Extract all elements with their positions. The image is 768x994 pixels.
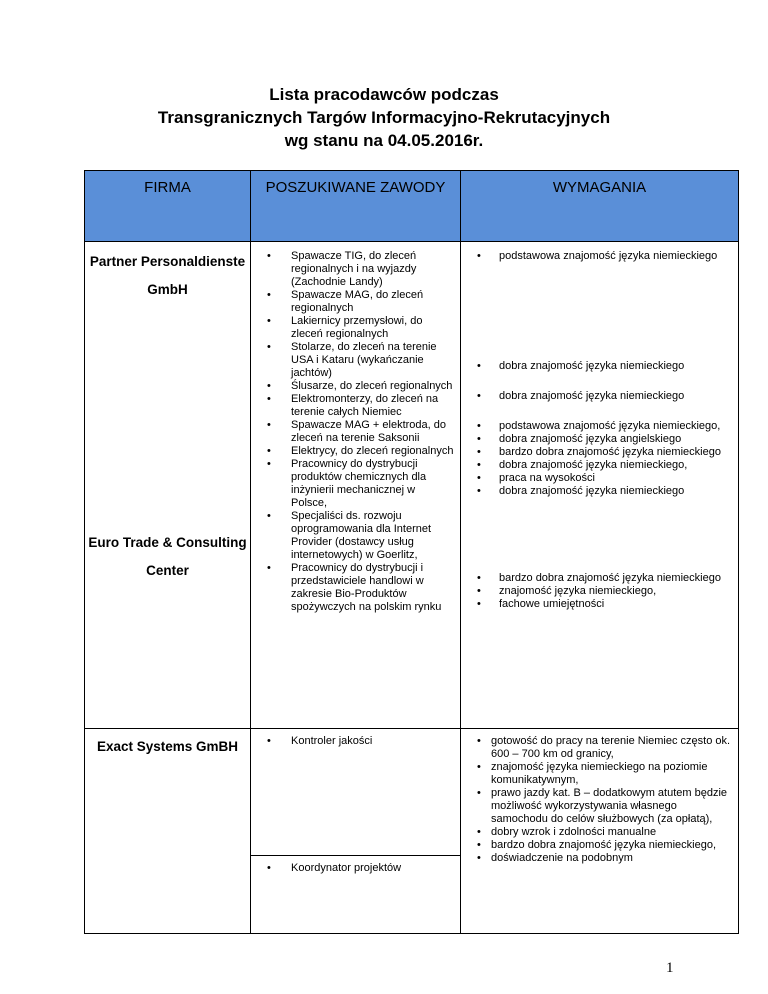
firm-cell — [85, 242, 251, 729]
list-item: • Elektromonterzy, do zleceń na terenie całych Niemiec — [251, 393, 460, 419]
zawody-cell — [251, 855, 461, 933]
wymagania-list — [461, 420, 738, 498]
list-item: • bardzo dobra znajomość języka niemieckiego, — [461, 839, 738, 852]
list-item: • podstawowa znajomość języka niemieckiego — [461, 250, 738, 263]
list-item: • Spawacze TIG, do zleceń regionalnych i na wyjazdy (Zachodnie Landy) — [251, 250, 460, 289]
list-item: • Elektrycy, do zleceń regionalnych — [251, 445, 460, 458]
header-wymagania: WYMAGANIA — [461, 171, 739, 242]
list-item: • Pracownicy do dystrybucji i przedstawiciele handlowi w zakresie Bio-Produktów spożywczych na polskim rynku — [251, 562, 460, 614]
list-item: • dobra znajomość języka niemieckiego — [461, 360, 738, 373]
list-item: • prawo jazdy kat. B – dodatkowym atutem będzie możliwość wykorzystywania własnego samochodu do celów służbowych (za opłatą), — [461, 787, 738, 826]
list-item: • dobra znajomość języka niemieckiego — [461, 485, 738, 498]
title-line-2: Transgranicznych Targów Informacyjno-Rekrutacyjnych — [157, 108, 611, 127]
list-item: • znajomość języka niemieckiego, — [461, 585, 738, 598]
wymagania-list — [461, 390, 738, 403]
wymagania-cell — [461, 729, 739, 934]
firm-name: Exact Systems GmBH — [96, 739, 239, 754]
list-item: • podstawowa znajomość języka niemieckiego, — [461, 420, 738, 433]
employers-table — [84, 170, 739, 934]
zawody-list — [251, 862, 460, 875]
page-title — [0, 83, 768, 152]
wymagania-list — [461, 250, 738, 263]
list-item: • bardzo dobra znajomość języka niemieckiego — [461, 446, 738, 459]
list-item: • dobra znajomość języka angielskiego — [461, 433, 738, 446]
title-line-3: wg stanu na 04.05.2016r. — [284, 131, 484, 150]
table-header-row — [85, 171, 739, 242]
list-item: • bardzo dobra znajomość języka niemieckiego — [461, 572, 738, 585]
list-item: • dobry wzrok i zdolności manualne — [461, 826, 738, 839]
wymagania-cell — [461, 242, 739, 729]
firm-name: Partner Personaldienste — [89, 254, 246, 269]
list-item: • Lakiernicy przemysłowi, do zleceń regionalnych — [251, 315, 460, 341]
list-item: • Specjaliści ds. rozwoju oprogramowania dla Internet Provider (dostawcy usług internetowych) w Goerlitz, — [251, 510, 460, 562]
list-item: • doświadczenie na podobnym — [461, 852, 738, 865]
firm-name: Euro Trade & Consulting — [88, 535, 247, 550]
table-row — [85, 242, 739, 729]
list-item: • dobra znajomość języka niemieckiego — [461, 390, 738, 403]
header-zawody: POSZUKIWANE ZAWODY — [251, 171, 461, 242]
header-firma: FIRMA — [85, 171, 251, 242]
wymagania-list — [461, 572, 738, 611]
wymagania-list — [461, 360, 738, 373]
list-item: • gotowość do pracy na terenie Niemiec często ok. 600 – 700 km od granicy, — [461, 735, 738, 761]
list-item: • Spawacze MAG, do zleceń regionalnych — [251, 289, 460, 315]
wymagania-list — [461, 735, 738, 865]
page-number: 1 — [666, 960, 674, 976]
list-item: • Stolarze, do zleceń na terenie USA i Kataru (wykańczanie jachtów) — [251, 341, 460, 380]
list-item: • znajomość języka niemieckiego na poziomie komunikatywnym, — [461, 761, 738, 787]
list-item: • fachowe umiejętności — [461, 598, 738, 611]
firm-cell — [85, 729, 251, 934]
list-item: • dobra znajomość języka niemieckiego, — [461, 459, 738, 472]
list-item: • Kontroler jakości — [251, 735, 460, 748]
list-item: • Ślusarze, do zleceń regionalnych — [251, 380, 460, 393]
zawody-list — [251, 250, 460, 614]
firm-name: Center — [146, 563, 189, 578]
zawody-cell — [251, 729, 461, 856]
table-row — [85, 729, 739, 856]
list-item: • Pracownicy do dystrybucji produktów chemicznych dla inżynierii mechanicznej w Polsce, — [251, 458, 460, 510]
list-item: • Spawacze MAG + elektroda, do zleceń na terenie Saksonii — [251, 419, 460, 445]
zawody-cell — [251, 242, 461, 729]
zawody-list — [251, 735, 460, 748]
firm-name: GmbH — [147, 282, 188, 297]
list-item: • Koordynator projektów — [251, 862, 460, 875]
title-line-1: Lista pracodawców podczas — [269, 85, 499, 104]
list-item: • praca na wysokości — [461, 472, 738, 485]
